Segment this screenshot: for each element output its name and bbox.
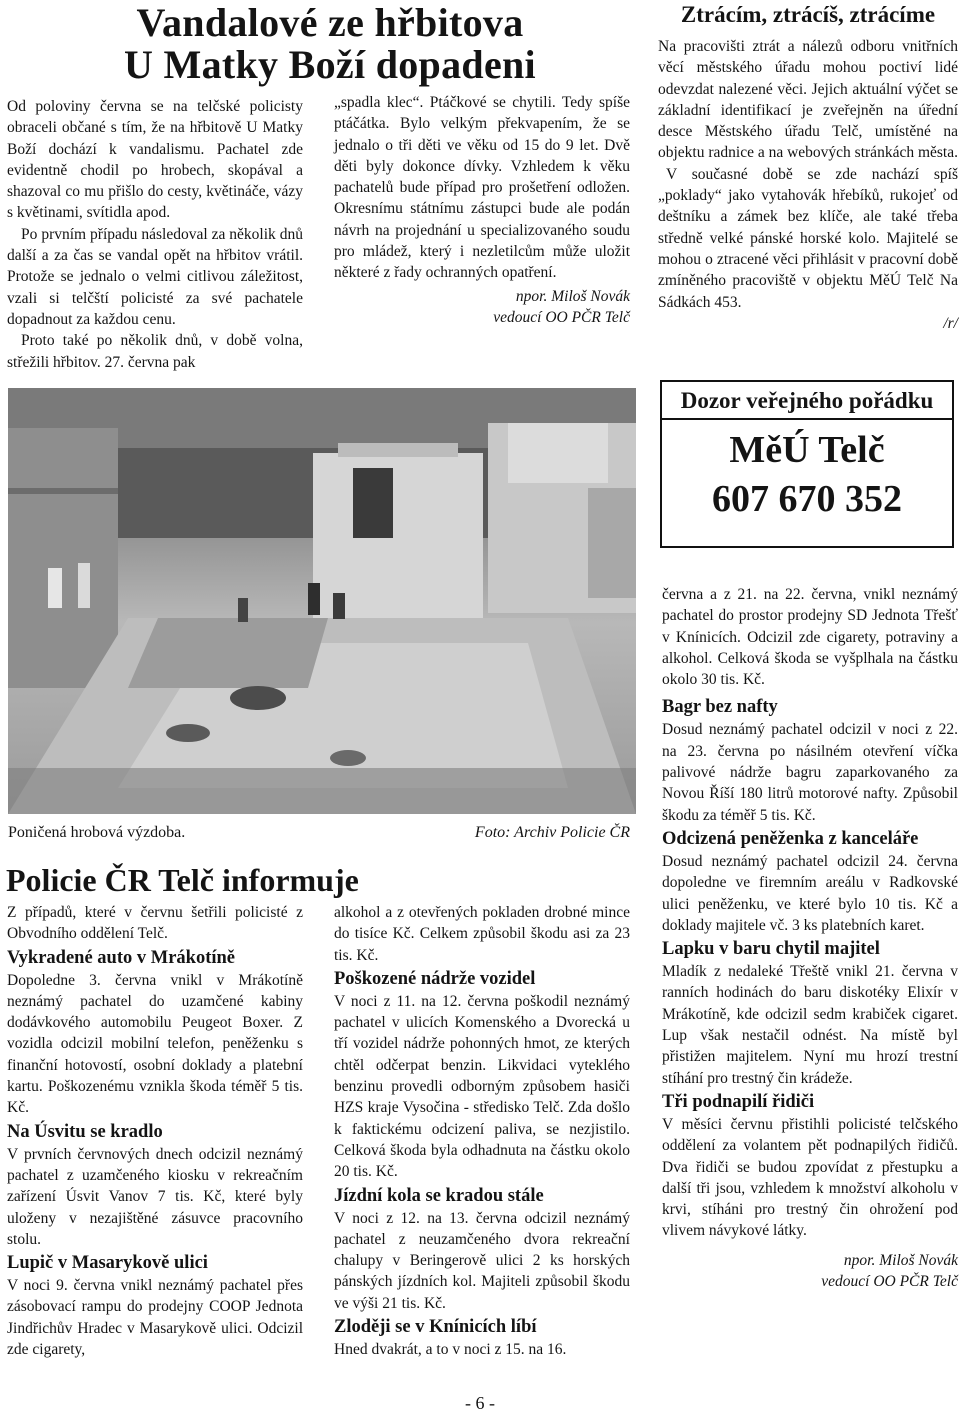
report-zlodeji-continued: června a z 21. na 22. června, vnikl neznámý pachatel do prostor prodejny SD Jednota Třešť v Knínicích. Odcizil zde cigarety, potraviny a alkohol. Celková škoda se vyšplhala na částku okolo 30 tis. Kč. xyxy=(662,586,958,689)
cemetery-photo xyxy=(8,388,636,814)
article-paragraph: Proto také po několik dnů, v době volna, střežili hřbitov. 27. června pak xyxy=(7,332,303,371)
heading-zlodeji: Zloději se v Knínicích líbí xyxy=(334,1317,537,1338)
report-kola: V noci z 12. na 13. června odcizil neznámý pachatel z neuzamčeného dvora rekreační chalupy v Beringerově ulici 2 ks horských pánských jízdních kol. Majiteli způsobil škodu ve výši 21 tis. Kč. xyxy=(334,1209,630,1312)
article-title-line1: Vandalové ze hřbitova xyxy=(136,0,524,45)
police-intro: Z případů, které v červnu šetřili policisté z Obvodního oddělení Telč. xyxy=(7,904,303,943)
signature-name: npor. Miloš Novák xyxy=(843,1251,958,1269)
dozor-title: Dozor veřejného pořádku xyxy=(662,382,952,420)
heading-penezenka: Odcizená peněženka z kanceláře xyxy=(662,828,919,849)
report-usvit: V prvních červnových dnech odcizil neznámý pachatel z uzamčeného kiosku v rekreačním zařízení Úsvit Vanov 7 tis. Kč, které byly uloženy v nezajištěné zásuvce pracovního stolu. xyxy=(7,1145,303,1248)
heading-nadrze: Poškozené nádrže vozidel xyxy=(334,968,536,989)
heading-ridici: Tři podnapilí řidiči xyxy=(662,1091,815,1112)
article-paragraph: „spadla klec“. Ptáčkové se chytili. Tedy spíše ptáčátka. Bylo velkým překvapením, že se jednalo o tři děti ve věku od 15 do 9 let. Dvě děti byly dokonce dívky. Vzhledem k věku pachatelů bude případ pro prošetření odložen. Okresnímu státnímu zástupci bude ale podán návrh na projednání u specializovaného soudu pro mládež, který i nezletilcům může uložit některé z řady ochranných opatření. xyxy=(334,94,630,282)
article-signature xyxy=(334,286,630,328)
report-lapka: Mladík z nedaleké Třeště vnikl 21. června v ranních hodinách do baru diskotéky Elixír v Mrákotíně, kde odcizil sedm krabiček cigaret. Lup však nestačil odnést. Na místě byl přistižen majitelem. Nyní mu hrozí trestní stíhání pro trestný čin krádeže. xyxy=(662,963,958,1087)
report-lupic: V noci 9. června vnikl neznámý pachatel přes zásobovací rampu do prodejny COOP Jednota Jindřichův Hradec v Masarykově ulici. Odcizil zde cigarety, xyxy=(7,1277,303,1359)
dozor-box xyxy=(660,380,954,548)
report-auto: Dopoledne 3. června vnikl v Mrákotíně neznámý pachatel do uzamčené kabiny dodávkového automobilu Peugeot Boxer. Z vozidla odcizil mobilní telefon, peněženku s finanční hotovostí, osobní doklady a platební kartu. Poškozenému vznikla škoda téměř 5 tis. Kč. xyxy=(7,971,303,1117)
article-title-line2: U Matky Boží dopadeni xyxy=(124,42,536,87)
report-ridici: V měsíci červnu přistihli policisté telčského oddělení za volantem pět podnapilých řidičů. Dva řidiči se budou zpovídat z přestupku a další tři jsou, vzhledem k množství alkoholu v krvi, stíháni pro trestný čin ohrožení pod vlivem návykové látky. xyxy=(662,1115,958,1240)
heading-usvit: Na Úsvitu se kradlo xyxy=(7,1121,163,1142)
photo-caption: Poničená hrobová výzdoba. xyxy=(8,824,186,841)
report-penezenka: Dosud neznámý pachatel odcizil 24. června dopoledne ve firemním areálu v Radkovské ulici peněženku, ve které bylo 10 tis. Kč a doklady majitele vč. 3 ks platebních karet. xyxy=(662,852,958,934)
heading-auto: Vykradené auto v Mrákotíně xyxy=(7,947,235,968)
lost-found-section xyxy=(658,0,958,334)
page-number: - 6 - xyxy=(465,1393,495,1413)
lost-found-sign: /r/ xyxy=(943,314,958,332)
heading-lupic: Lupič v Masarykově ulici xyxy=(7,1253,208,1274)
article-column-left xyxy=(7,96,303,373)
report-nadrze: V noci z 11. na 12. června poškodil neznámý pachatel v ulicích Komenského a Dvorecká u tří vozidel nádrže pohonných hmot, ze kterých chtěl odčerpat benzin. Likvidaci vyteklého benzinu provedli odborným způsobem hasiči HZS kraje Vysočina - středisko Telč. Zda došlo k faktickému odcizení paliva, se nezjistilo. Celková škoda byla odhadnuta na částku okolo 20 tis. Kč. xyxy=(334,992,630,1181)
heading-nafta: Bagr bez nafty xyxy=(662,697,778,718)
cemetery-photo-illustration xyxy=(8,388,636,814)
article-title xyxy=(60,2,600,86)
report-lupic-continued: alkohol a z otevřených pokladen drobné mince do tisíce Kč. Celkem způsobil škodu asi za 23 tis. Kč. xyxy=(334,904,630,964)
police-column-2 xyxy=(334,902,630,1360)
signature-role: vedoucí OO PČR Telč xyxy=(493,308,630,326)
heading-lapka: Lapku v baru chytil majitel xyxy=(662,939,880,960)
article-paragraph: Od poloviny června se na telčské policisty obraceli občané s tím, že na hřbitově U Matky Boží dochází k vandalismu. Pachatel zde evidentně chodil po hrobech, skopával a shazoval co mu přišlo do cesty, květináče, vázy s květinami, svítidla apod. xyxy=(7,98,303,222)
signature-role: vedoucí OO PČR Telč xyxy=(821,1272,958,1290)
report-zlodeji: Hned dvakrát, a to v noci z 15. na 16. xyxy=(334,1341,567,1359)
police-column-1 xyxy=(7,902,303,1360)
police-column-3 xyxy=(662,584,958,1292)
police-title: Policie ČR Telč informuje xyxy=(6,862,359,898)
lost-found-title: Ztrácím, ztrácíš, ztrácíme xyxy=(680,2,936,27)
heading-kola: Jízdní kola se kradou stále xyxy=(334,1185,544,1206)
signature-name: npor. Miloš Novák xyxy=(515,287,630,305)
lost-found-paragraph: V současné době se zde nachází spíš „poklady“ jako vytahovák hřebíků, rukojeť od deštníku a zámek bez klíče, ale také třeba středně velké pánské horské kolo. Majitelé se mohou o ztracené věci přihlásit v pracovní době zmíněného pracoviště v objektu MěÚ Telč Na Sádkách 453. xyxy=(658,165,958,311)
article-column-right xyxy=(334,92,630,328)
article-paragraph: Po prvním případu následoval za několik dnů další a za čas se vandal opět na hřbitov vrátil. Protože se jednalo o velmi citlivou záležitost, vzali si telčští policisté za své pachatele dopadnout za každou cenu. xyxy=(7,225,303,328)
lost-found-paragraph: Na pracovišti ztrát a nálezů odboru vnitřních věcí městského úřadu mohou poctiví lidé odevzdat nalezené věci. Jejich aktuální výčet se základní identifikací je zveřejněn na úřední desce Městského úřadu Telč, umístěné na objektu radnice a na webových stránkách města. xyxy=(658,38,958,162)
report-nafta: Dosud neznámý pachatel odcizil v noci z 22. na 23. června po násilném otevření víčka palivové nádrže bagru zaparkovaného za Novou Říší 180 litrů motorové nafty. Způsobil škodu za téměř 5 tis. Kč. xyxy=(662,721,958,824)
dozor-phone: 607 670 352 xyxy=(712,478,902,520)
photo-credit: Foto: Archiv Policie ČR xyxy=(474,824,630,841)
police-signature xyxy=(662,1250,958,1292)
dozor-office: MěÚ Telč xyxy=(729,429,885,471)
